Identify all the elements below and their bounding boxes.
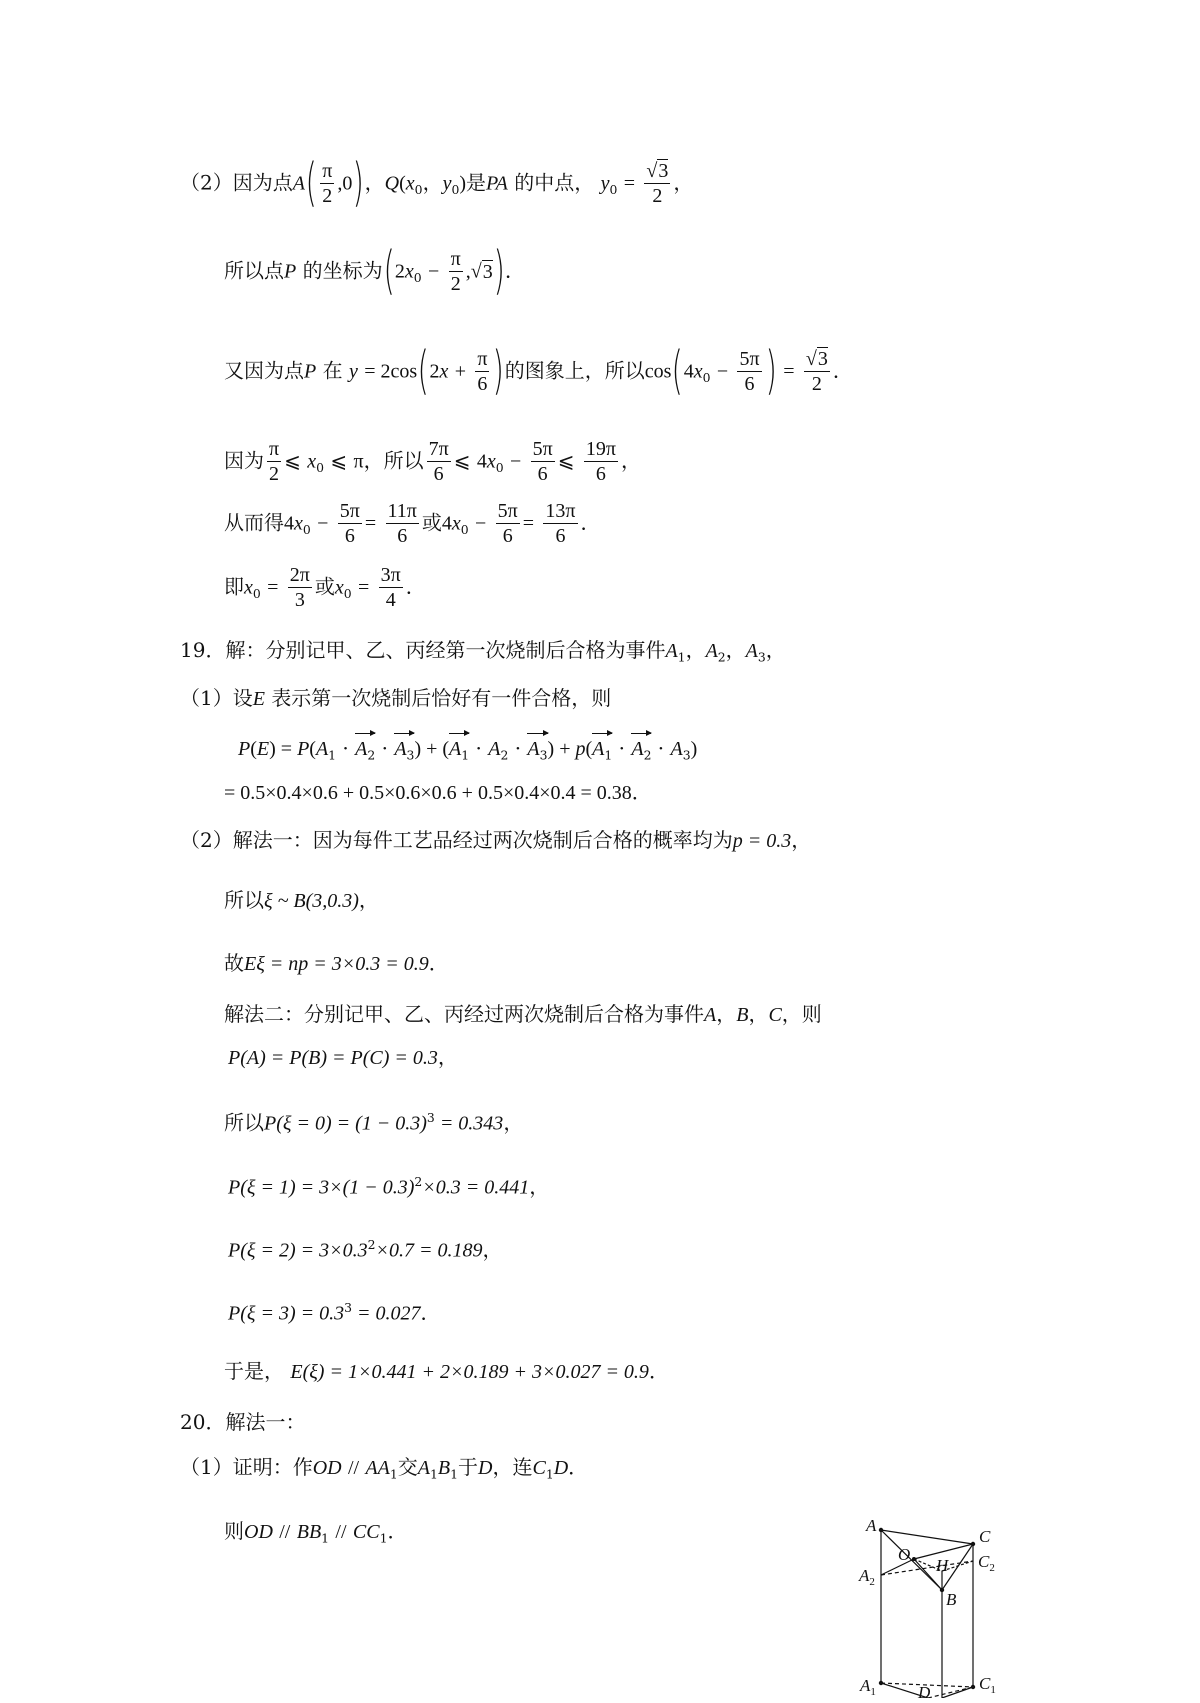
line-p3: $P(\xi = 3) = 0.3^3 = 0.027$．: [228, 1300, 441, 1325]
line-coord: 所以点P 的坐标为($2x_0$ − $\frac{\pi}{2}$ ,√3)．: [224, 241, 526, 302]
line-q19p2: （2）解法一：因为每件工艺品经过两次烧制后合格的概率均为p = 0.3，: [180, 828, 812, 852]
label-C1: $C_1$: [979, 1674, 996, 1696]
line-e-final: 于是， E(ξ) = 1×0.441 + 2×0.189 + 3×0.027 = 0.9．: [224, 1359, 669, 1383]
label-O: O: [898, 1545, 911, 1564]
line-q20: 20．解法一：: [180, 1410, 306, 1434]
label-A1: $A_1$: [860, 1676, 876, 1698]
line-pe: $P(E) = P(A_1 \cdot A_2 \cdot A_3) + (A_1 \cdot A_2 \cdot A_3) + p(A_1 \cdot A_2 \cdot A_3)$: [238, 736, 698, 763]
line-range: 因为 $\frac{\pi}{2}$ ⩽ $x_0$ ⩽ π，所以 $\frac{7\pi}{6}$ ⩽ $4x_0$ − $\frac{5\pi}{6}$ ⩽ $\frac{19\pi}{6}$ ，: [224, 438, 641, 485]
label-A: A: [866, 1516, 877, 1535]
line-q19: 19．解：分别记甲、乙、丙经第一次烧制后合格为事件$A_1$，$A_2$，$A_3$，: [180, 638, 786, 665]
line-q19p1: （1）设E 表示第一次烧制后恰好有一件合格，则: [180, 686, 612, 710]
label-B: B: [946, 1590, 957, 1609]
label-C2: $C_2$: [978, 1552, 995, 1574]
label-C: C: [979, 1527, 991, 1546]
line-dist: 所以ξ ~ B(3,0.3)，: [224, 888, 379, 912]
line-p2: $P(\xi = 2) = 3\times 0.3^2\times 0.7 = 0.189$，: [228, 1237, 503, 1262]
prism-figure: [848, 1515, 1018, 1698]
line-also: 又因为点P 在 y = 2cos(2x + $\frac{\pi}{6}$ )的图象上，所以$\cos(4x_0$ − $\frac{5\pi}{6}$ ) = $\frac{√3}{2}$ ．: [224, 341, 853, 402]
line-p1: $P(\xi = 1) = 3\times(1 - 0.3)^2\times 0.3 = 0.441$，: [228, 1174, 550, 1199]
label-D: D: [918, 1683, 931, 1698]
line-q20p1: （1）证明：作OD // $AA_1$交$A_1B_1$于D，连$C_1D$．: [180, 1455, 589, 1482]
line-expect: 故Eξ = np = 3×0.3 = 0.9．: [224, 951, 449, 975]
line-solve: 从而得$4x_0$ − $\frac{5\pi}{6}$ = $\frac{11\pi}{6}$ 或$4x_0$ − $\frac{5\pi}{6}$ = $\frac{13\pi}{6}$ ．: [224, 500, 601, 547]
line-p0: 所以$P(\xi = 0) = (1 - 0.3)^3 = 0.343$，: [224, 1110, 524, 1135]
label-H: H: [936, 1556, 949, 1575]
line-q18p2: （2）因为点A( $\frac{\pi}{2}$ ,0)，$Q(x_0$，$y_0$)是PA 的中点， $y_0$ = $\frac{√3}{2}$ ，: [180, 153, 694, 214]
line-calc: = 0.5×0.4×0.6 + 0.5×0.6×0.6 + 0.5×0.4×0.4 = 0.38．: [224, 782, 652, 804]
line-method2: 解法二：分别记甲、乙、丙经过两次烧制后合格为事件A，B，C，则: [224, 1002, 822, 1026]
line-answer: 即$x_0$ = $\frac{2\pi}{3}$ 或$x_0$ = $\frac{3\pi}{4}$ ．: [224, 564, 426, 611]
line-then: 则OD // $BB_1 // CC_1$．: [224, 1519, 408, 1546]
line-pa: P(A) = P(B) = P(C) = 0.3，: [228, 1047, 458, 1069]
label-A2: $A_2$: [859, 1566, 875, 1588]
